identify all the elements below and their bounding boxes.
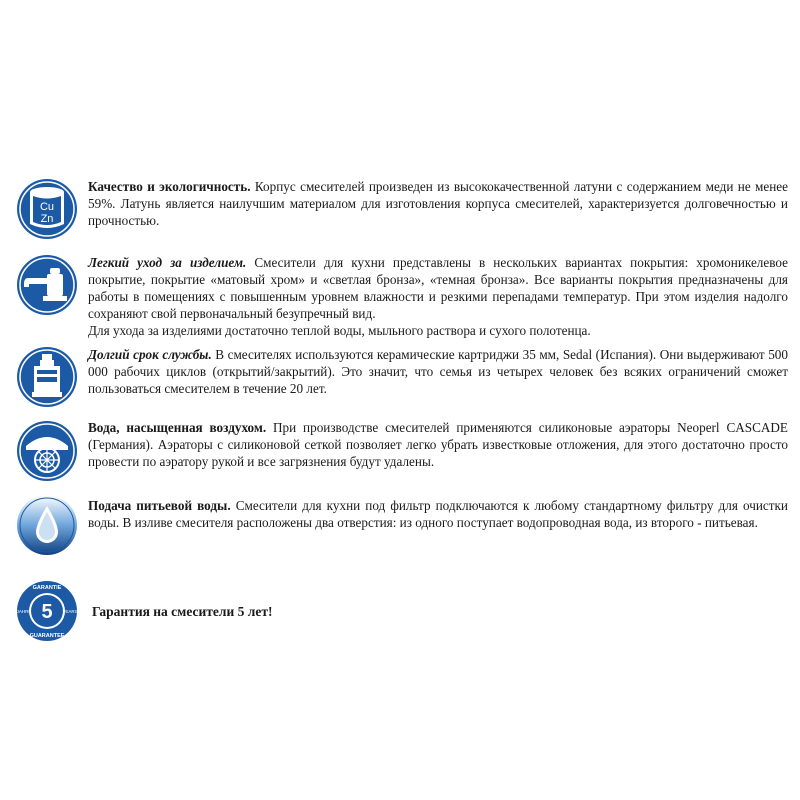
cu-zn-icon bbox=[16, 178, 78, 240]
badge-label-bottom: GUARANTEE bbox=[29, 633, 65, 639]
feature-heading: Подача питьевой воды. bbox=[88, 498, 231, 513]
feature-heading: Вода, насыщенная воздухом. bbox=[88, 420, 267, 435]
feature-heading: Легкий уход за изделием. bbox=[88, 255, 247, 270]
guarantee-text: Гарантия на смесители 5 лет! bbox=[92, 604, 273, 619]
cartridge-icon bbox=[16, 346, 78, 408]
badge-label-right: YEARS bbox=[62, 609, 78, 614]
aerator-icon bbox=[16, 420, 78, 482]
badge-number: 5 bbox=[41, 601, 53, 623]
badge-label-top: GARANTIE bbox=[32, 585, 62, 591]
feature-body: При производстве смесителей применяются силиконовые аэраторы Neoperl CASCADE (Германия). Аэраторы с силиконовой сеткой позволяет легко убрать известковые отложения, для этого достаточно просто провести по аэратору рукой и все загрязнения будут удалены. bbox=[88, 420, 788, 469]
feature-body: В смесителях используются керамические картриджи 35 мм, Sedal (Испания). Они выдерживают 500 000 рабочих циклов (открытий/закрытий). Это значит, что семья из четырех человек без всяких ограничений сможет пользоваться смесителем в течение 20 лет. bbox=[88, 347, 788, 396]
feature-heading: Качество и экологичность. bbox=[88, 179, 251, 194]
feature-text bbox=[88, 419, 788, 470]
feature-text bbox=[88, 254, 788, 339]
zn-label: Zn bbox=[40, 213, 54, 225]
feature-body: Корпус смесителей произведен из высококачественной латуни с содержанием меди не менее 59%. Латунь является наилучшим материалом для изготовления корпуса смесителей, характеризуется долговечностью и прочностью. bbox=[88, 179, 789, 228]
faucet-icon bbox=[16, 254, 78, 316]
guarantee-badge-icon bbox=[16, 580, 78, 642]
badge-label-left: JAHRE bbox=[16, 609, 32, 614]
feature-body: Смесители для кухни под фильтр подключаются к любому стандартному фильтру для очистки воды. В изливе смесителя расположены два отверстия: из одного поступает водопроводная вода, из второго - питьевая. bbox=[88, 498, 788, 530]
feature-text bbox=[88, 497, 788, 531]
feature-text bbox=[88, 346, 788, 397]
feature-body-extra: Для ухода за изделиями достаточно теплой воды, мыльного раствора и сухого полотенца. bbox=[88, 323, 591, 338]
water-drop-icon bbox=[16, 494, 78, 556]
feature-text bbox=[88, 178, 788, 229]
feature-heading: Долгий срок службы. bbox=[88, 347, 212, 362]
cu-label: Cu bbox=[39, 201, 55, 213]
feature-body: Смесители для кухни представлены в нескольких вариантах покрытия: хромоникелевое покрытие, покрытие «матовый хром» и «светлая бронза», «темная бронза». Все варианты покрытия предназначены для работы в помещениях с повышенным уровнем влажности и резкими перепадами температур. При этом изделия надолго сохраняют свой первоначальный безупречный вид. bbox=[88, 255, 788, 321]
